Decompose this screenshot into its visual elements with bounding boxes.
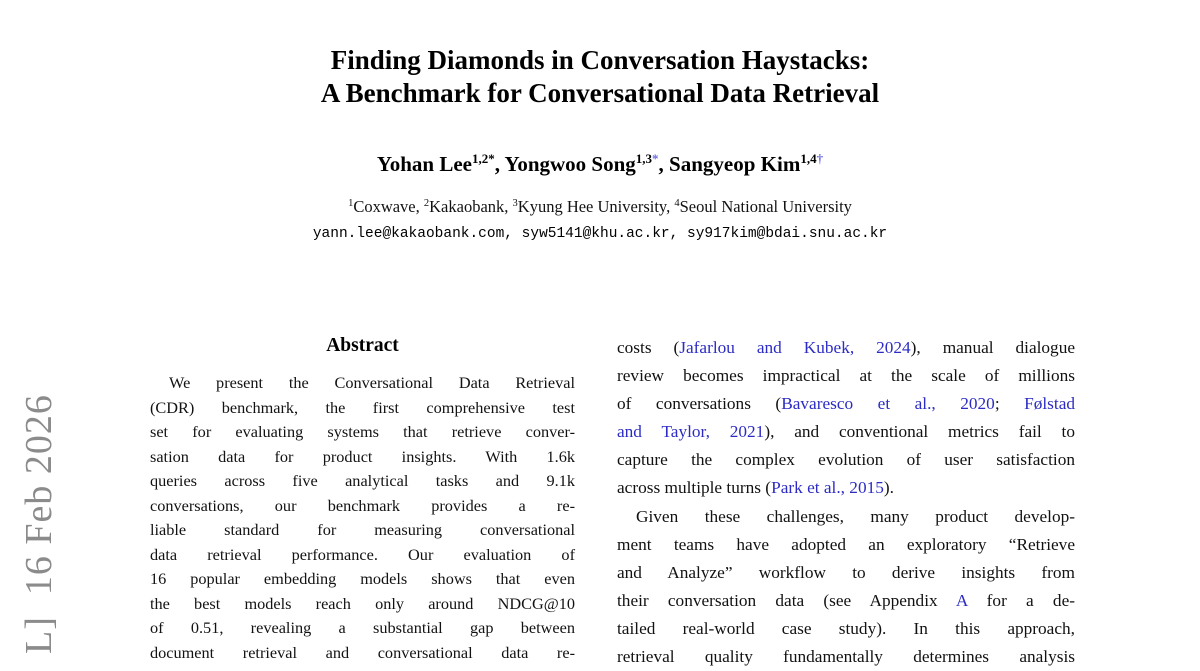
text-segment: ), and conventional metrics fail to [764, 422, 1075, 442]
text-line [150, 567, 575, 592]
footnote-marker: * [488, 151, 495, 166]
affiliation-line: $^1$Coxwave, $^2$Kakaobank, $^3$Kyung Hee University, $^4$Seoul National University [348, 197, 852, 216]
text-segment: 16 popular embedding models shows that even [150, 569, 575, 589]
affiliation-superscript: 2 [423, 198, 430, 209]
text-line [150, 420, 575, 445]
text-line [617, 390, 1075, 418]
text-segment: conversations, our benchmark provides a re- [150, 495, 575, 515]
paper-title-line1: Finding Diamonds in Conversation Haystacks: [330, 45, 870, 75]
text-segment: review becomes impractical at the scale of millions [617, 366, 1075, 386]
text-segment: of conversations ( [617, 394, 782, 414]
text-segment: ment teams have adopted an exploratory “Retrieve [617, 534, 1075, 554]
author-line: Yohan Lee$^{1,2*}$, Yongwoo Song$^{1,3*}$, Sangyeop Kim$^{1,4\dagger}$ [376, 151, 824, 176]
text-segment: of 0.51, revealing a substantial gap between [150, 618, 575, 638]
abstract-text [150, 371, 575, 663]
text-line [150, 518, 575, 543]
text-segment: document retrieval and conversational data re- [150, 643, 575, 663]
author-name: Yohan Lee [376, 152, 473, 176]
text-line [617, 503, 1075, 531]
text-line [617, 587, 1075, 615]
text-segment: We present the Conversational Data Retrieval [169, 373, 575, 392]
affiliation-name: Seoul National University [679, 197, 852, 216]
text-segment: costs ( [617, 338, 680, 357]
text-segment: tailed real-world case study). In this approach, [617, 618, 1075, 638]
text-segment: across multiple turns ( [617, 478, 772, 498]
citation-link[interactable]: Park et al., 2015 [771, 478, 884, 498]
text-segment: queries across five analytical tasks and 9.1k [150, 471, 575, 491]
text-segment: capture the complex evolution of user satisfaction [617, 450, 1075, 470]
affiliation-superscript: 4 [674, 198, 680, 209]
abstract-column [150, 334, 575, 663]
text-segment: retrieval quality fundamentally determines analysis [617, 647, 1075, 667]
text-line [617, 531, 1075, 559]
text-line [150, 396, 575, 421]
text-segment: ), manual dialogue [910, 338, 1076, 357]
text-segment: Given these challenges, many product develop- [636, 506, 1075, 526]
text-segment: their conversation data (see Appendix [617, 590, 956, 610]
author-superscript: 1,2 [472, 151, 489, 166]
text-segment: set for evaluating systems that retrieve conver- [150, 422, 575, 442]
author-name: Yongwoo Song [504, 152, 636, 176]
affiliation-name: Kakaobank [429, 197, 505, 216]
text-line [150, 371, 575, 396]
text-line [150, 543, 575, 568]
paper-title [0, 44, 1200, 110]
arxiv-watermark: L] 16 Feb 2026 [18, 394, 60, 654]
email-line: yann.lee@kakaobank.com, syw5141@khu.ac.kr, sy917kim@bdai.snu.ac.kr [312, 226, 888, 242]
text-line [617, 362, 1075, 390]
affiliation-name: Coxwave [353, 197, 416, 216]
footnote-marker: † [816, 151, 824, 166]
text-line [617, 559, 1075, 587]
citation-link[interactable]: and Taylor, 2021 [617, 422, 765, 442]
text-line [150, 445, 575, 470]
text-line [617, 334, 1075, 362]
text-segment: data retrieval performance. Our evaluation of [150, 544, 575, 564]
text-line [150, 592, 575, 617]
citation-link[interactable]: Følstad [1024, 394, 1076, 414]
text-segment: ; [994, 394, 1025, 414]
text-line [617, 418, 1075, 446]
text-line [150, 469, 575, 494]
text-line [617, 643, 1075, 667]
affiliation-superscript: 3 [512, 198, 518, 209]
body-text [617, 334, 1076, 667]
text-segment: liable standard for measuring conversational [150, 520, 575, 540]
text-line [150, 494, 575, 519]
author-superscript: 1,3 [635, 151, 653, 166]
paper-title-line2: A Benchmark for Conversational Data Retrieval [320, 78, 880, 108]
author-superscript: 1,4 [800, 151, 817, 166]
text-segment: the best models reach only around NDCG@10 [150, 593, 575, 613]
text-segment: for a de- [967, 590, 1075, 610]
text-line [617, 446, 1075, 474]
affiliation-superscript: 1 [348, 198, 354, 209]
body-column [617, 334, 1076, 667]
text-line [617, 474, 1075, 502]
affiliation-name: Kyung Hee University [517, 197, 667, 216]
text-segment: (CDR) benchmark, the first comprehensive test [150, 397, 575, 417]
footnote-marker: * [652, 151, 659, 166]
citation-link[interactable]: Bavaresco et al., 2020 [781, 394, 995, 414]
author-name: Sangyeop Kim [669, 152, 801, 176]
citation-link[interactable]: Jafarlou and Kubek, 2024 [679, 338, 911, 357]
text-line [150, 641, 575, 663]
text-line [150, 616, 575, 641]
text-segment: and Analyze” workflow to derive insights from [617, 562, 1075, 582]
text-line [617, 615, 1075, 643]
text-segment: ). [883, 478, 894, 498]
text-segment: sation data for product insights. With 1.6k [150, 446, 575, 466]
citation-link[interactable]: A [955, 590, 968, 610]
abstract-heading: Abstract [326, 335, 399, 356]
